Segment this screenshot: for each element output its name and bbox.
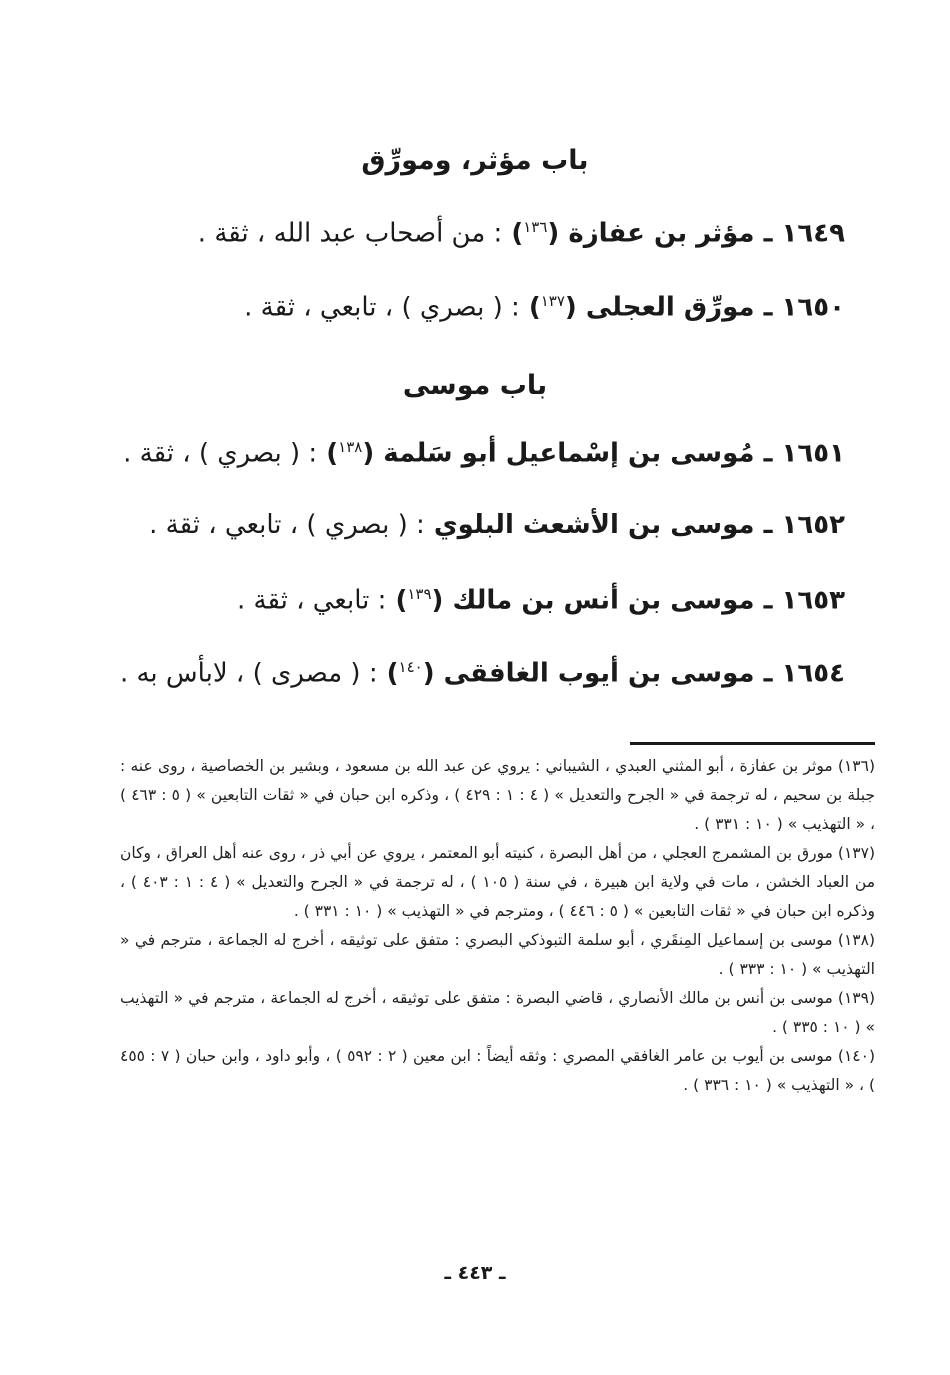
entry-description: : تابعي ، ثقة . bbox=[236, 585, 387, 616]
entry-name: مؤثر بن عفازة bbox=[568, 218, 755, 249]
entry-name: مُوسى بن إسْماعيل أبو سَلمة bbox=[383, 438, 755, 469]
entry-number: ١٦٥٠ bbox=[781, 292, 845, 323]
entry-dash: ـ bbox=[763, 292, 773, 323]
entry-1654: ١٦٥٤ ـ موسى بن أيوب الغافقى ($^{١٤٠}$) : ( مصرى ) ، لابأس به . bbox=[119, 658, 845, 689]
entry-number: ١٦٥٣ bbox=[781, 585, 845, 616]
footnote-ref: ١٤٠ bbox=[398, 658, 423, 676]
entry-name: مورِّق العجلى bbox=[585, 292, 755, 323]
footnote-ref: ١٣٦ bbox=[523, 218, 548, 236]
entry-name: موسى بن أيوب الغافقى bbox=[443, 658, 755, 689]
entry-name: موسى بن أنس بن مالك bbox=[452, 585, 755, 616]
footnote-divider bbox=[630, 742, 875, 745]
entry-dash: ـ bbox=[763, 438, 773, 469]
page-number: ـ ٤٤٣ ـ bbox=[444, 1262, 506, 1284]
entry-1653: ١٦٥٣ ـ موسى بن أنس بن مالك ($^{١٣٩}$) : تابعي ، ثقة . bbox=[236, 585, 845, 616]
entry-dash: ـ bbox=[763, 585, 773, 616]
footnote-140: (١٤٠) موسى بن أيوب بن عامر الغافقي المصري : وثقه أيضاً : ابن معين ( ٢ : ٥٩٢ ) ، وأبو داود ، وابن حبان ( ٧ : ٤٥٥ ) ، « التهذيب » ( ١٠ : ٣٣٦ ) . bbox=[120, 1047, 876, 1094]
entry-dash: ـ bbox=[763, 658, 773, 689]
entry-description: : ( بصري ) ، تابعي ، ثقة . bbox=[244, 292, 520, 323]
footnote-ref: ١٣٩ bbox=[407, 585, 432, 603]
entry-name: موسى بن الأشعث البلوي bbox=[433, 510, 755, 540]
footnote-138: (١٣٨) موسى بن إسماعيل المِنقَري ، أبو سلمة التبوذكي البصري : متفق على توثيقه ، أخرج له الجماعة ، مترجم في « التهذيب » ( ١٠ : ٣٣٣ ) . bbox=[120, 931, 875, 978]
entry-1652 bbox=[149, 510, 845, 540]
entry-number: ١٦٤٩ bbox=[781, 218, 845, 249]
entry-1649: ١٦٤٩ ـ مؤثر بن عفازة ($^{١٣٦}$) : من أصحاب عبد الله ، ثقة . bbox=[197, 218, 845, 249]
entry-1650: ١٦٥٠ ـ مورِّق العجلى ($^{١٣٧}$) : ( بصري ) ، تابعي ، ثقة . bbox=[244, 292, 845, 323]
footnote-139: (١٣٩) موسى بن أنس بن مالك الأنصاري ، قاضي البصرة : متفق على توثيقه ، أخرج له الجماعة ، مترجم في « التهذيب » ( ١٠ : ٣٣٥ ) . bbox=[120, 989, 875, 1036]
footnote-136: (١٣٦) موثر بن عفازة ، أبو المثني العبدي ، الشيباني : يروي عن عبد الله بن مسعود ، وبشير بن الخصاصية ، روى عنه : جبلة بن سحيم ، له ترجمة في « الجرح والتعديل » ( ٤ : ١ : ٤٢٩ ) ، وذكره ابن حبان في « ثقات التابعين » ( ٥ : ٤٦٣ ) ، « التهذيب » ( ١٠ : ٣٣١ ) . bbox=[120, 757, 876, 833]
section-heading-musa: باب موسى bbox=[402, 370, 548, 401]
entry-dash: ـ bbox=[763, 218, 773, 249]
entry-description: : ( مصرى ) ، لابأس به . bbox=[119, 658, 378, 689]
entry-number: ١٦٥٤ bbox=[781, 658, 845, 689]
footnotes-section bbox=[120, 752, 875, 1100]
footnote-ref: ١٣٧ bbox=[540, 292, 565, 310]
entry-dash: ـ bbox=[763, 510, 773, 540]
entry-1651: ١٦٥١ ـ مُوسى بن إسْماعيل أبو سَلمة ($^{١٣٨}$) : ( بصري ) ، ثقة . bbox=[123, 438, 845, 469]
footnote-137: (١٣٧) مورق بن المشمرج العجلي ، من أهل البصرة ، كنيته أبو المعتمر ، يروي عن أبي ذر ، روى عنه أهل العراق ، وكان من العباد الخشن ، مات في ولاية ابن هبيرة ، في سنة ( ١٠٥ ) ، له ترجمة في « الجرح والتعديل » ( ٤ : ١ : ٤٠٣ ) ، وذكره ابن حبان في « ثقات التابعين » ( ٥ : ٤٤٦ ) ، ومترجم في « التهذيب » ( ١٠ : ٣٣١ ) . bbox=[120, 844, 876, 920]
entry-number: ١٦٥٢ bbox=[781, 510, 845, 540]
entry-description: : من أصحاب عبد الله ، ثقة . bbox=[197, 218, 503, 249]
footnote-ref: ١٣٨ bbox=[338, 438, 363, 456]
section-heading-muthir-muwarriq: باب مؤثر، ومورِّق bbox=[361, 145, 589, 176]
entry-number: ١٦٥١ bbox=[781, 438, 845, 469]
entry-description: : ( بصري ) ، تابعي ، ثقة . bbox=[149, 510, 425, 540]
entry-description: : ( بصري ) ، ثقة . bbox=[123, 438, 318, 469]
